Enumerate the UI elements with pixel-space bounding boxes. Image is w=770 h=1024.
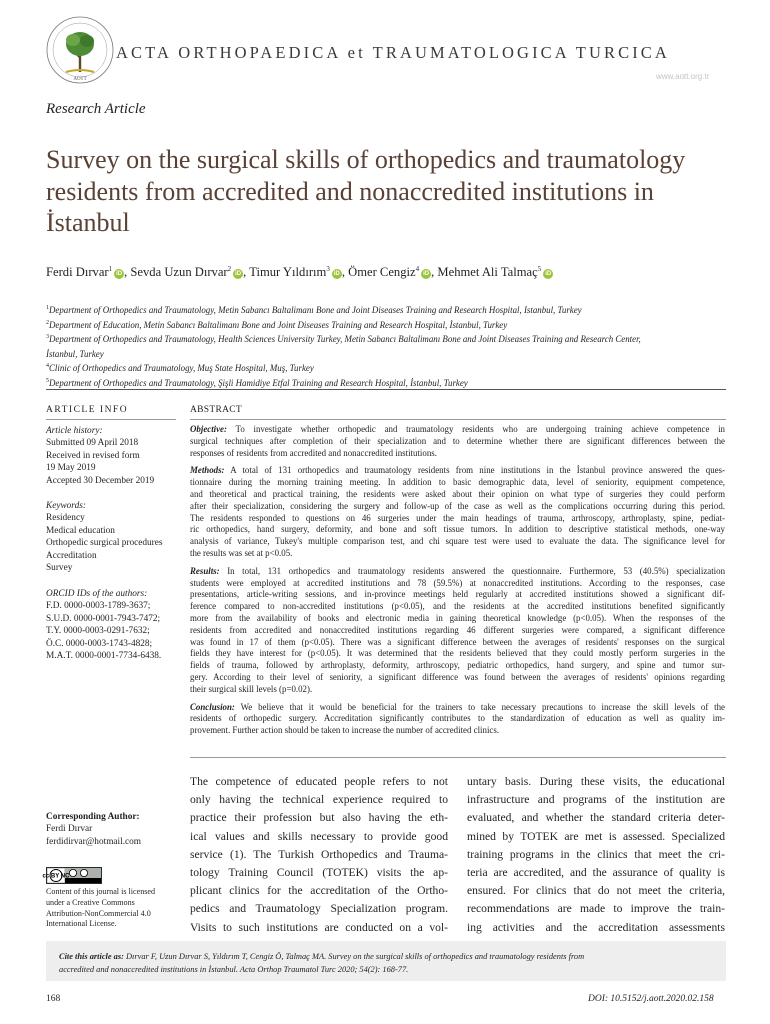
author-name: Timur Yıldırım [249,265,327,280]
affiliation [46,346,736,361]
history-item: Submitted 09 April 2018 [46,438,139,449]
abstract-line: provement. Further action should be taken to increase the number of accredited clinics. [190,725,500,736]
abstract-line: tionnaire during the morning training meeting. In addition to basic demographic data, level of seniority, equipment competence, [190,477,725,488]
history-item: Accepted 30 December 2019 [46,475,155,486]
orcid-icon[interactable]: iD [116,271,123,278]
abstract-line: gery. According to their level of seniority, a significant difference was found between the averages of residents' opinions regarding [190,671,725,682]
body-line: mined by TOTEK are met is assessed. Specialized [467,829,725,843]
body-line: ensured. For clinics that do not meet the criteria, [467,884,725,898]
article-type: Research Article [46,101,146,117]
abstract-line: A total of 131 orthopedics and traumatology residents from nine institutions in the İstanbul province answered the ques- [230,465,725,476]
abstract-body [190,424,725,743]
aff-text: Clinic of Orthopedics and Traumatology, Muş State Hospital, Muş, Turkey [49,363,314,374]
abstract-objective [190,424,725,459]
abstract-line: ference compared to non-accredited institutions (p<0.05), and the residents at the accredited institutions benefited significantly [190,601,725,612]
abstract-line: The residents responded to questions on 46 surgeries under the main headings of trauma, arthroscopy, arthroplasty, spine, pediat- [190,512,725,523]
body-line: untary basis. During these visits, the educational [467,775,725,788]
abstract-line: students were employed at accredited institutions and 78 (59.5%) at nonaccredited institutions. According to the responses, case [190,577,725,588]
citation-text: Dırvar F, Uzun Dırvar S, Yıldırım T, Cengiz Ö, Talmaç MA. Survey on the surgical skills of orthopedics and traumatology residents from [126,952,585,961]
affiliation [46,302,736,317]
history-item: 19 May 2019 [46,463,96,474]
citation-text: accredited and nonaccredited institutions in İstanbul. Acta Orthop Traumatol Turc 2020; 54(2): 168-77. [59,965,409,974]
aff-num: 5 [46,377,49,384]
abstract-line: In total, 131 orthopedics and traumatology residents answered the questionnaire. Furthermore, 53 (40.5%) specialization [227,565,726,576]
body-column-2 [467,773,725,937]
body-line: tology Training Council (TOTEK) visits the ap- [190,866,448,880]
aff-num: 1 [46,305,49,311]
corresponding-email[interactable]: ferdidirvar@hotmail.com [46,836,142,847]
body-line: pedics and Traumatology Specialization program. [190,902,448,916]
methods-label: Methods: [190,465,225,476]
article-title [46,144,746,239]
orcid-id: Ö.C. 0000-0003-1743-4828; [46,638,153,649]
aff-text: Department of Orthopedics and Traumatology, Şişli Hamidiye Etfal Training and Research Hospital, İstanbul, Turkey [49,377,468,388]
author-aff: 3 [326,265,330,273]
body-line: service (1). The Turkish Orthopedics and Trauma- [190,847,448,861]
orcid-icon[interactable]: iD [423,271,430,278]
license-line: Content of this journal is licensed [46,887,156,896]
conclusion-label: Conclusion: [190,701,235,712]
body-line: only having the technical experience required to [190,793,448,807]
keywords [46,500,181,574]
keyword: Residency [46,513,85,524]
author-name: Sevda Uzun Dırvar [130,265,228,280]
body-line: training programs in the clinics that meet the cri- [467,847,725,861]
corresponding-label: Corresponding Author: [46,812,140,822]
abstract-line: was found in 17 of them (p<0.05). There was a significant difference between the averages of residents' responses on the surgical [190,636,725,647]
abstract-line: residents from accredited and nonaccredited institutions regarding 46 different surgeries were compared, a significant difference [190,624,725,635]
orcid-icon[interactable]: iD [235,271,242,278]
title-line: İstanbul [46,208,130,237]
abstract-line: and theoretical and practical training, the residents were asked about their opinion on what type of surgeries they could perform [190,488,725,499]
doi[interactable]: DOI: 10.5152/j.aott.2020.02.158 [588,994,714,1004]
abstract-line: responses of residents from accredited and nonaccredited institutions. [190,447,437,458]
abstract-line: fields they have interest for (p<0.05). It was determined that the residents believed that they could mostly perform surgeries in the [190,648,725,659]
body-line: practice their profession but also having the eth- [190,811,448,825]
license-line: under a Creative Commons [46,897,135,907]
abstract-line: the results was set at p<0.05. [190,547,293,558]
orcid-icon[interactable]: iD [333,271,340,278]
abstract-line: presentations, article-writing sessions, and in-province meetings held regularly at accredited institutions showed a significant dif- [190,589,725,600]
citation [59,950,719,976]
body-line: Visits to such institutions are conducted on a vol- [190,920,448,934]
body-line: The competence of educated people refers to not [190,775,448,788]
body-line: ical values and skills necessary to provide good [190,829,448,843]
history-item: Received in revised form [46,450,140,461]
divider [190,419,726,420]
keyword: Accreditation [46,550,97,561]
body-line: evaluated, and whether the standard criteria deter- [467,811,725,825]
abstract-line: surgical techniques after completion of their specialization and to determine whether there are significant differences between the [190,435,725,446]
body-column-1 [190,773,448,937]
orcid-ids [46,588,181,662]
orcid-id: M.A.T. 0000-0001-7734-6438. [46,651,162,662]
author-aff: 2 [227,265,232,273]
orcid-id: T.Y. 0000-0003-0291-7632; [46,626,150,637]
body-line: teria are accredited, and the assurance of quality is [467,866,725,880]
abstract-line: after their specialization, considering the surgery and follow-up of the case as well as the complications occurring during this period. [190,500,725,511]
abstract-line: analysis of variance, Tukey's multiple comparison test, and chi square test were used to evaluate the data. The significance level for [190,536,725,547]
orcid-label: ORCID IDs of the authors: [46,589,148,599]
keyword: Orthopedic surgical procedures [46,538,163,549]
body-line: recommendations are made to improve the train- [467,902,725,916]
keywords-label: Keywords: [46,501,86,511]
page-number: 168 [46,994,61,1004]
divider [46,389,726,390]
aff-num: 3 [46,334,49,341]
aff-text: İstanbul, Turkey [46,348,104,359]
logo-text: AOTT [73,77,87,82]
orcid-icon[interactable]: iD [545,271,552,278]
abstract-line: To investigate whether orthopedic and traumatology residents who are undergoing training achieve competence in [235,424,725,434]
orcid-id: F.D. 0000-0003-1789-3637; [46,601,151,612]
body-line: plicant clinics for the accreditation of the Ortho- [190,884,448,898]
license-text [46,887,186,930]
journal-logo [44,14,116,86]
author-aff: 4 [415,265,420,273]
abstract-line: fields of trauma, followed by arthroplasty, deformity, arthroscopy, pediatric orthopedics, hand surgery, and spine and tumor sur- [190,660,725,671]
keyword: Medical education [46,525,115,536]
results-label: Results: [190,565,220,576]
abstract-conclusion [190,702,725,737]
abstract-heading: ABSTRACT [190,405,243,415]
abstract-methods [190,465,725,559]
cc-badge-text: cc BY NC [42,873,70,880]
keyword: Survey [46,563,73,574]
corresponding-name: Ferdi Dırvar [46,824,93,835]
citation-label: Cite this article as: [59,952,124,961]
abstract-line: more from the availability of books and electronic media in gaining theoretical knowledge (p<0.05). When the responses of the [190,612,725,623]
aff-num: 2 [46,319,49,326]
abstract-line: residents of orthopedic surgery. Accreditation significantly contributes to the standardization of education as well as quality im- [190,713,725,724]
body-line: ing activities and the accreditation assessments [467,920,725,934]
affiliation [46,375,736,390]
affiliation [46,360,736,375]
corresponding-author [46,811,186,848]
journal-name: ACTA ORTHOPAEDICA et TRAUMATOLOGICA TURCICA [116,43,670,62]
affiliation [46,317,736,332]
author-name: Mehmet Ali Talmaç [437,265,538,280]
objective-label: Objective: [190,424,227,434]
aff-text: Department of Orthopedics and Traumatology, Metin Sabancı Baltalimanı Bone and Joint Diseases Training and Research Hospital, Istanbul, Turkey [49,304,582,315]
author-aff: 1 [108,265,113,273]
license-line: Attribution-NonCommercial 4.0 [46,908,151,918]
title-line: Survey on the surgical skills of orthopedics and traumatology [46,145,686,174]
aff-text: Department of Education, Metin Sabancı Baltalimanı Bone and Joint Diseases Training and Research Hospital, İstanbul, Turkey [49,319,508,330]
body-line: infrastructure and programs of the institution are [467,793,725,807]
license-line: International License. [46,919,117,929]
divider [190,757,726,758]
aff-text: Department of Orthopedics and Traumatology, Health Sciences University Turkey, Metin Sabancı Baltalimanı Bone and Joint Diseases Training and Research Center, [49,334,641,345]
author-list: Ferdi Dırvar$^1$iD , Sevda Uzun Dırvar$^2$iD , Timur Yıldırım$^3$iD , Ömer Cengiz$^4$iD , Mehmet Ali Talmaç$^5$iD [46,265,552,280]
article-history [46,425,181,487]
journal-url[interactable]: www.aott.org.tr [656,72,710,81]
abstract-results [190,566,725,696]
affiliations [46,302,736,389]
abstract-line: their surgical skill levels (p=0.02). [190,683,313,694]
orcid-id: S.U.D. 0000-0001-7943-7472; [46,613,161,624]
title-line: residents from accredited and nonaccredited institutions in [46,176,654,206]
aff-num: 4 [46,363,49,370]
author-name: Ferdi Dırvar [46,265,109,280]
author-aff: 5 [537,265,542,273]
article-info-heading: ARTICLE INFO [46,405,129,415]
divider [46,419,176,420]
abstract-line: ric orthopedics, hand surgery, deformity, and bone and soft tissue tumors. In addition to descriptive statistical methods, one-way [190,524,725,535]
cc-license-icon[interactable] [42,867,102,884]
author-name: Ömer Cengiz [348,265,416,280]
history-label: Article history: [46,426,103,436]
affiliation [46,331,736,346]
abstract-line: We believe that it would be beneficial for the trainers to take necessary precautions to increase the skill levels of the [240,701,725,712]
